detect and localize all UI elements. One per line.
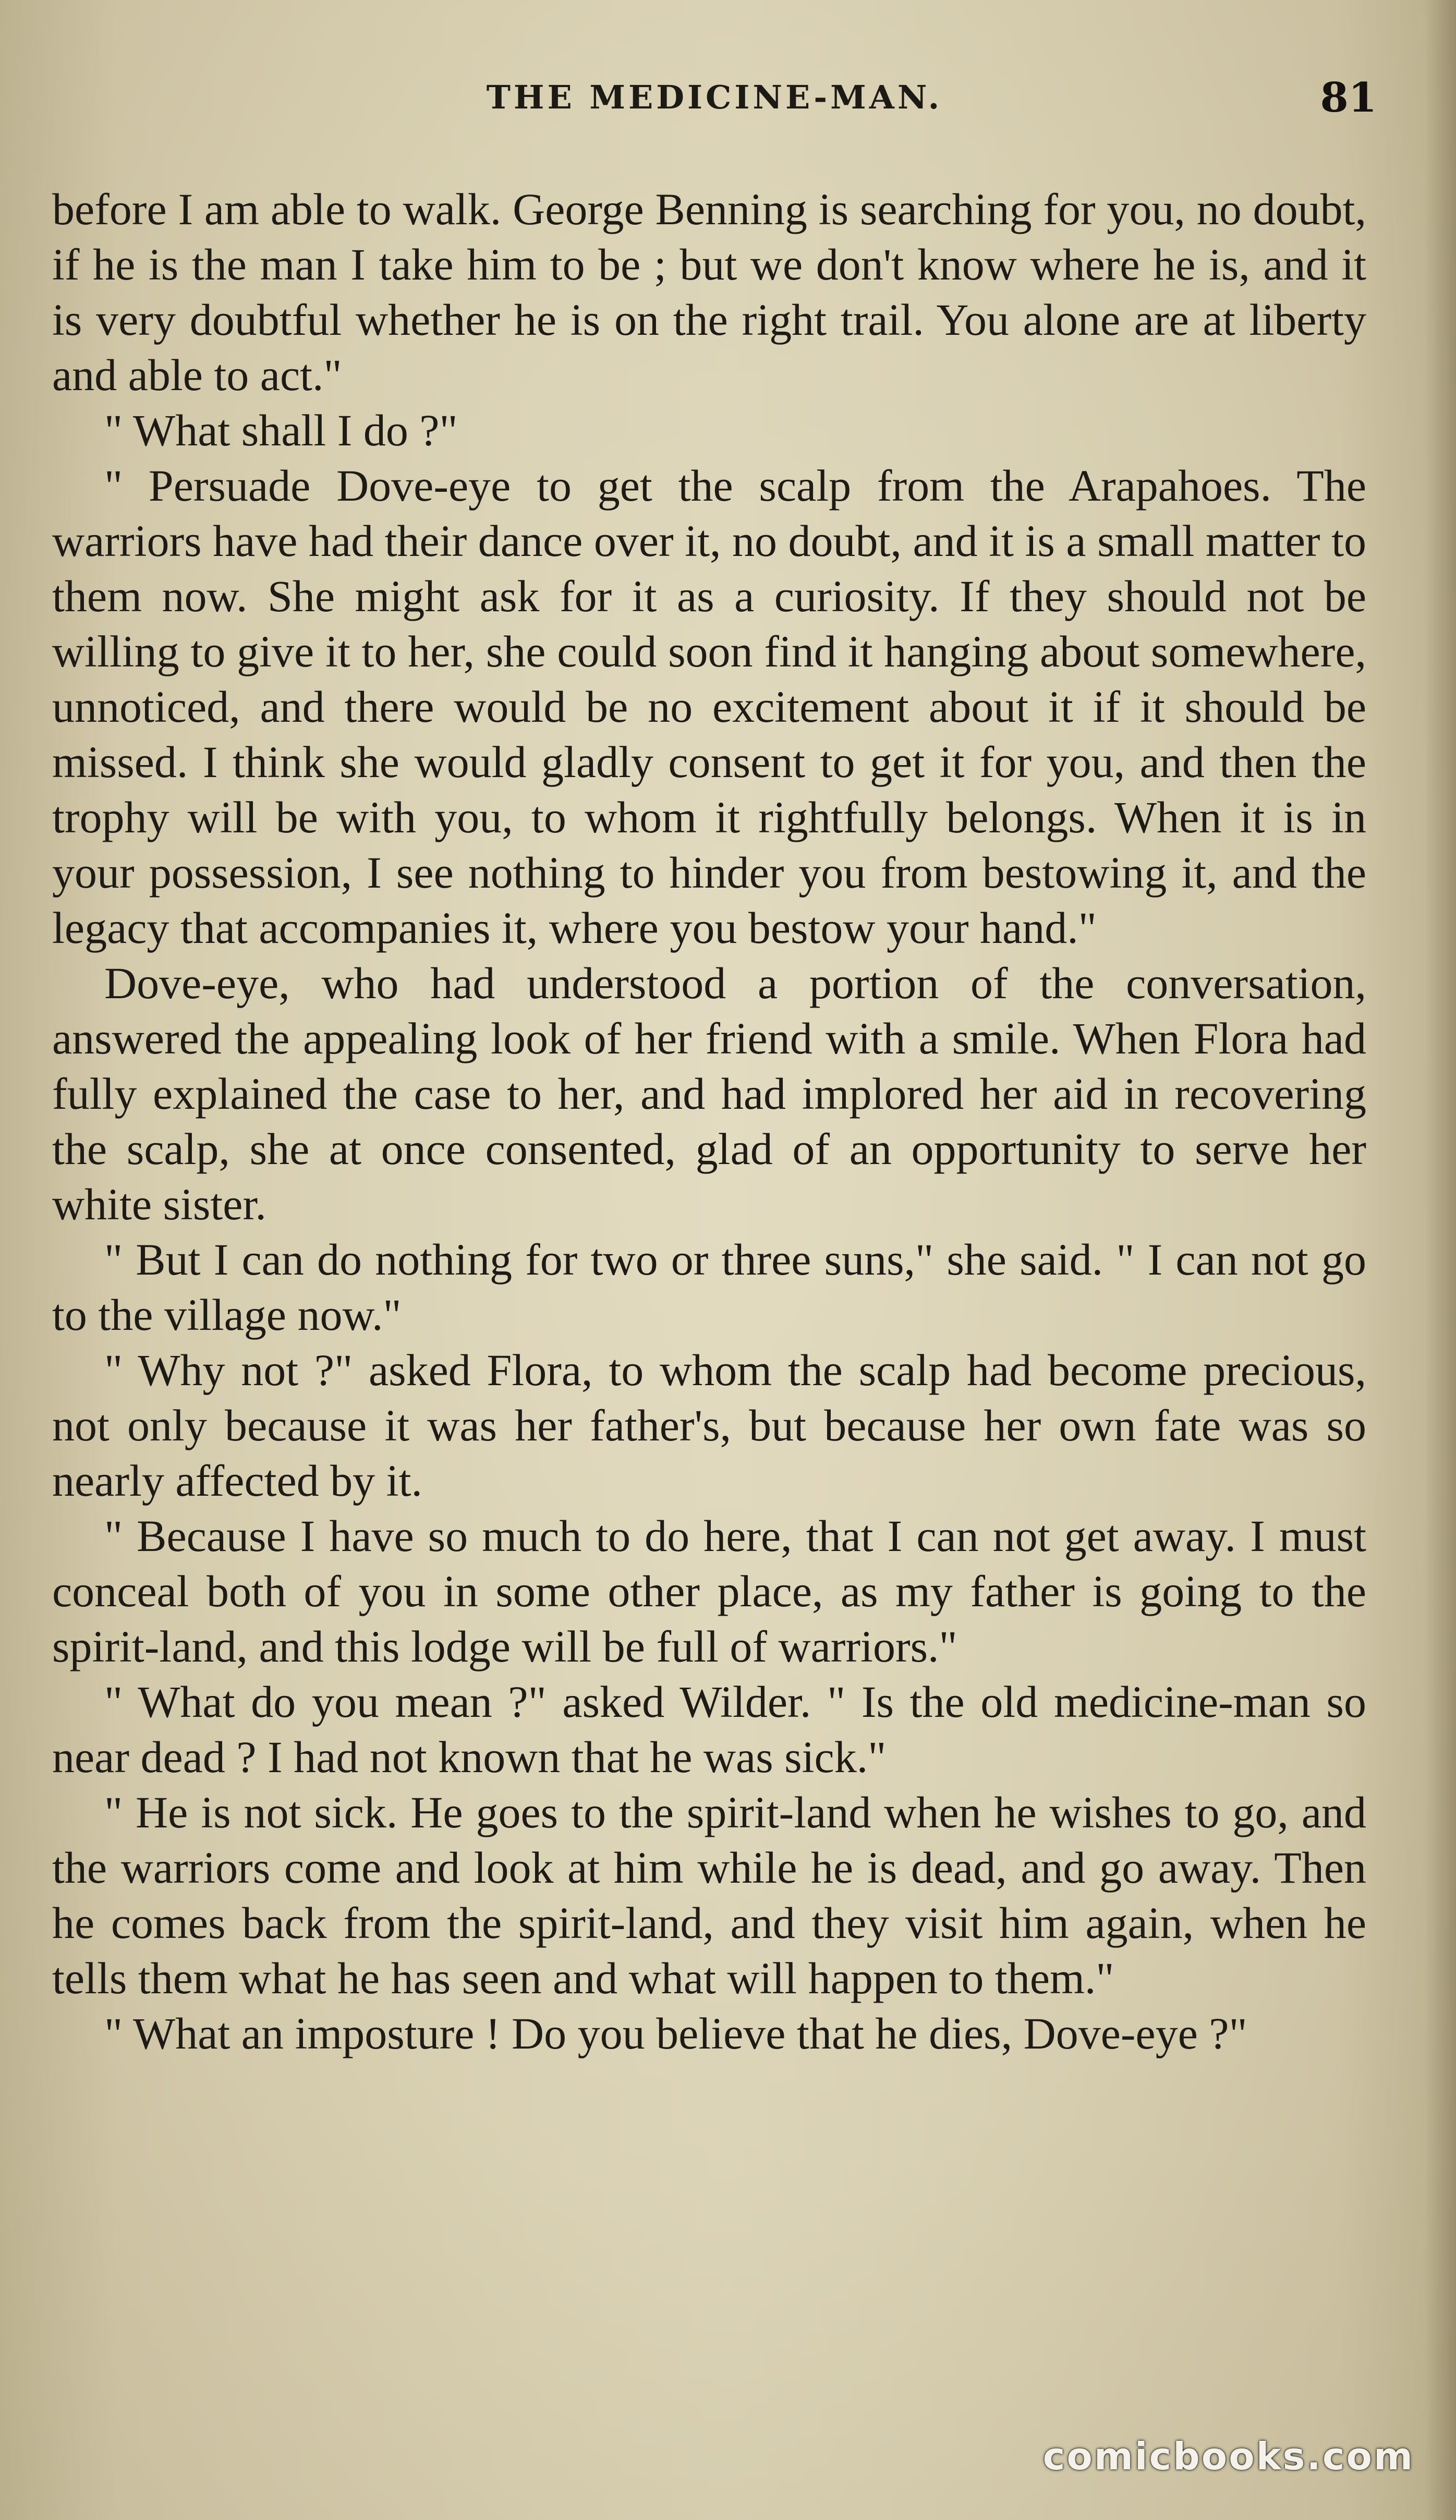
body-text (52, 181, 1366, 2061)
page-header (52, 74, 1377, 136)
paragraph: " What an imposture ! Do you believe that he dies, Dove-eye ?" (104, 2008, 1247, 2058)
paragraph: " What shall I do ?" (104, 405, 458, 455)
running-title: THE MEDICINE-MAN. (486, 78, 943, 116)
watermark: comicbooks.com (1042, 2434, 1414, 2478)
page-number: 81 (1320, 74, 1377, 122)
paragraph: Dove-eye, who had understood a portion of the conversation, answered the appealing look of her friend with a smile. When Flora had fully explained the case to her, and had implored her aid in recovering the scalp, she at once consented, glad of an opportunity to serve her white sister. (52, 958, 1366, 1229)
paragraph: " He is not sick. He goes to the spirit-land when he wishes to go, and the warriors come and look at him while he is dead, and go away. Then he comes back from the spirit-land, and they visit him again, when he tells them what he has seen and what will happen to them." (52, 1787, 1366, 2003)
paragraph: " Persuade Dove-eye to get the scalp from the Arapahoes. The warriors have had their dance over it, no doubt, and it is a small matter to them now. She might ask for it as a curiosity. If they should not be willing to give it to her, she could soon find it hanging about somewhere, unnoticed, and there would be no excitement about it if it should be missed. I think she would gladly consent to get it for you, and then the trophy will be with you, to whom it rightfully belongs. When it is in your possession, I see nothing to hinder you from bestowing it, and the legacy that accompanies it, where you bestow your hand." (52, 461, 1366, 953)
paragraph: before I am able to walk. George Benning is searching for you, no doubt, if he is the man I take him to be ; but we don't know where he is, and it is very doubtful whether he is on the right trail. You alone are at liberty and able to act." (52, 184, 1366, 400)
paragraph: " Why not ?" asked Flora, to whom the scalp had become precious, not only because it was her father's, but because her own fate was so nearly affected by it. (52, 1345, 1366, 1506)
page-edge-shadow (1425, 0, 1456, 2520)
paragraph: " But I can do nothing for two or three suns," she said. " I can not go to the village now." (52, 1234, 1366, 1340)
paragraph: " What do you mean ?" asked Wilder. " Is the old medicine-man so near dead ? I had not known that he was sick." (52, 1677, 1366, 1782)
paragraph: " Because I have so much to do here, that I can not get away. I must conceal both of you in some other place, as my father is going to the spirit-land, and this lodge will be full of warriors." (52, 1511, 1366, 1671)
